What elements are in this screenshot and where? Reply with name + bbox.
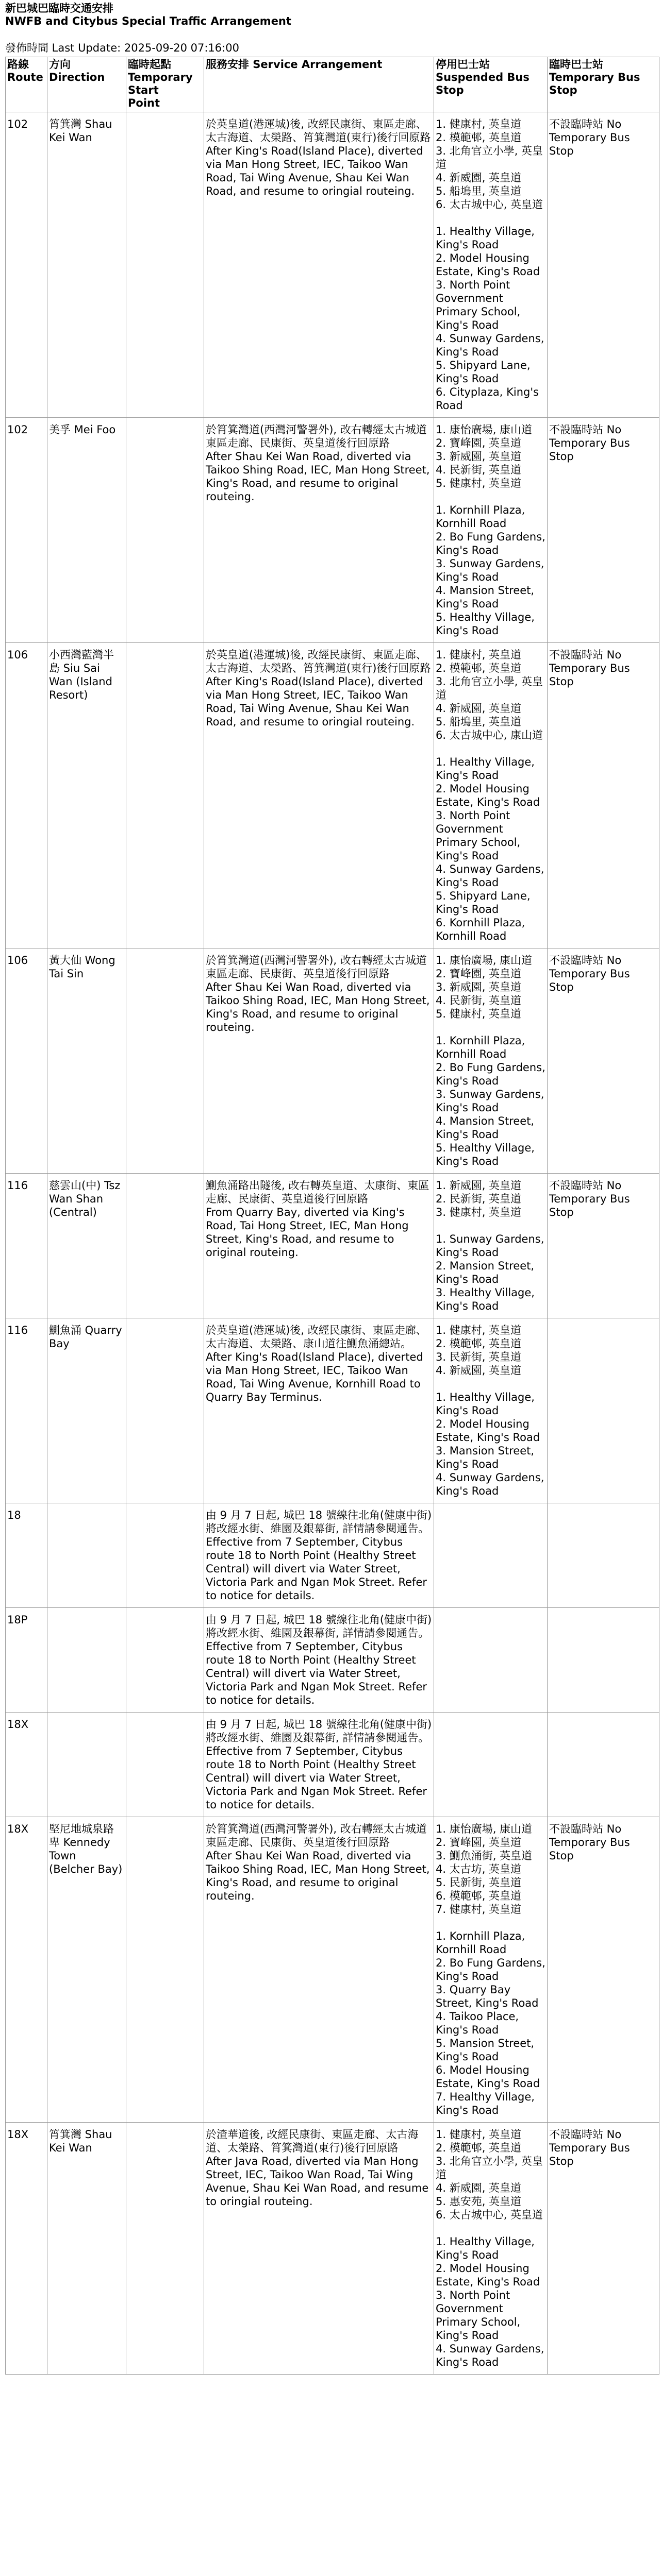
- start-point-cell: [126, 1817, 204, 2123]
- suspended-stop-en: 1. Healthy Village, King's Road: [436, 756, 535, 782]
- traffic-arrangement-table: [5, 57, 659, 2375]
- suspended-stop-zh: 6. 太古城中心, 英皇道: [436, 198, 543, 211]
- route-cell: [6, 1713, 47, 1817]
- suspended-stop-en: 6. Model Housing Estate, King's Road: [436, 2064, 540, 2090]
- header-service: 服務安排 Service Arrangement: [204, 57, 434, 112]
- suspended-stop-en: 2. Model Housing Estate, King's Road: [436, 252, 540, 278]
- suspended-stop-zh: 7. 健康村, 英皇道: [436, 1903, 522, 1916]
- suspended-stop-zh: 2. 模範邨, 英皇道: [436, 131, 522, 144]
- suspended-stop-zh: 2. 模範邨, 英皇道: [436, 1337, 522, 1350]
- temporary-stop-text: 不設臨時站 No Temporary Bus Stop: [549, 954, 630, 993]
- direction-cell: [47, 1318, 126, 1503]
- suspended-stop-en: 5. Shipyard Lane, King's Road: [436, 359, 531, 385]
- suspended-stops-cell: [434, 1318, 548, 1503]
- suspended-stop-zh: 1. 康怡廣場, 康山道: [436, 954, 533, 967]
- suspended-stop-zh: 3. 鰂魚涌街, 英皇道: [436, 1850, 533, 1862]
- list-gap: [436, 490, 545, 503]
- direction-cell: [47, 643, 126, 948]
- start-point-cell: [126, 418, 204, 643]
- suspended-stop-zh: 2. 寶峰園, 英皇道: [436, 1836, 522, 1849]
- suspended-stop-zh: 6. 太古城中心, 康山道: [436, 729, 543, 741]
- service-cell: [204, 1318, 434, 1503]
- suspended-stop-en: 5. Healthy Village, King's Road: [436, 1142, 535, 1167]
- direction-cell: [47, 1817, 126, 2123]
- table-row: [6, 948, 659, 1174]
- suspended-stop-zh: 4. 民新街, 英皇道: [436, 994, 522, 1007]
- service-cell: [204, 1713, 434, 1817]
- suspended-stop-zh: 1. 新威園, 英皇道: [436, 1179, 522, 1192]
- suspended-stop-zh: 4. 新威園, 英皇道: [436, 702, 522, 715]
- direction-cell: [47, 418, 126, 643]
- service-en: After King's Road(Island Place), diverted via Man Hong Street, IEC, Taikoo Wan Road, Tai Wing Avenue, Shau Kei Wan Road, and resume to oringial routeing.: [206, 145, 423, 197]
- suspended-stops-cell: [434, 112, 548, 418]
- suspended-stop-en: 3. Sunway Gardens, King's Road: [436, 557, 544, 583]
- direction-text: 小西灣藍灣半島 Siu Sai Wan (Island Resort): [49, 649, 114, 701]
- table-header-row: [6, 57, 659, 112]
- table-row: [6, 1318, 659, 1503]
- page-title-zh: 新巴城巴臨時交通安排: [5, 2, 113, 14]
- service-cell: [204, 112, 434, 418]
- route-cell: [6, 2123, 47, 2375]
- temporary-stop-cell: [548, 1713, 659, 1817]
- table-row: [6, 1713, 659, 1817]
- service-en: After Java Road, diverted via Man Hong Street, IEC, Taikoo Wan Road, Tai Wing Avenue, Shau Kei Wan Road, and resume to oringial routeing.: [206, 2155, 429, 2208]
- suspended-stop-en: 5. Shipyard Lane, King's Road: [436, 890, 531, 916]
- page-title-en: NWFB and Citybus Special Traffic Arrangement: [5, 15, 291, 27]
- temporary-stop-text: 不設臨時站 No Temporary Bus Stop: [549, 423, 630, 463]
- service-zh: 於筲箕灣道(西灣河警署外), 改右轉經太古城道東區走廊、民康街、英皇道後行回原路: [206, 1823, 427, 1849]
- table-row: [6, 112, 659, 418]
- suspended-stop-en: 2. Model Housing Estate, King's Road: [436, 1418, 540, 1444]
- direction-text: 黃大仙 Wong Tai Sin: [49, 954, 115, 980]
- suspended-stop-zh: 3. 新威園, 英皇道: [436, 450, 522, 463]
- direction-text: 鰂魚涌 Quarry Bay: [49, 1324, 122, 1350]
- table-row: [6, 1817, 659, 2123]
- route-cell: [6, 1503, 47, 1608]
- suspended-stop-en: 1. Kornhill Plaza, Kornhill Road: [436, 1035, 525, 1060]
- route-number: 116: [7, 1179, 28, 1192]
- header-temporary: 臨時巴士站 Temporary Bus Stop: [548, 57, 659, 112]
- route-number: 18X: [7, 1718, 29, 1731]
- suspended-stop-zh: 5. 船塢里, 英皇道: [436, 716, 522, 728]
- suspended-stop-en: 4. Mansion Street, King's Road: [436, 584, 535, 610]
- direction-text: 筲箕灣 Shau Kei Wan: [49, 2128, 112, 2154]
- suspended-stop-en: 6. Kornhill Plaza, Kornhill Road: [436, 917, 525, 942]
- table-row: [6, 643, 659, 948]
- suspended-stops-cell: [434, 1503, 548, 1608]
- suspended-stop-zh: 6. 模範邨, 英皇道: [436, 1890, 522, 1902]
- suspended-stop-zh: 1. 健康村, 英皇道: [436, 1324, 522, 1336]
- suspended-stop-en: 4. Sunway Gardens, King's Road: [436, 332, 544, 358]
- header-route: 路線 Route: [6, 57, 47, 112]
- service-cell: [204, 948, 434, 1174]
- suspended-stops-cell: [434, 1817, 548, 2123]
- start-point-cell: [126, 643, 204, 948]
- direction-cell: [47, 1608, 126, 1713]
- list-gap: [436, 211, 545, 225]
- service-zh: 於英皇道(港運城)後, 改經民康街、東區走廊、太古海道、太榮路、筲箕灣道(東行)後行回原路: [206, 649, 431, 674]
- service-en: After Shau Kei Wan Road, diverted via Taikoo Shing Road, IEC, Man Hong Street, King's Road, and resume to original routeing.: [206, 981, 430, 1033]
- list-gap: [436, 1021, 545, 1034]
- suspended-stop-en: 4. Sunway Gardens, King's Road: [436, 2343, 544, 2368]
- suspended-stop-zh: 4. 新威園, 英皇道: [436, 1364, 522, 1377]
- route-cell: [6, 643, 47, 948]
- service-cell: [204, 1174, 434, 1318]
- service-zh: 於渣華道後, 改經民康街、東區走廊、太古海道、太榮路、筲箕灣道(東行)後行回原路: [206, 2128, 419, 2154]
- route-number: 18X: [7, 1823, 29, 1835]
- suspended-stop-en: 1. Kornhill Plaza, Kornhill Road: [436, 504, 525, 530]
- temporary-stop-cell: [548, 112, 659, 418]
- suspended-stop-zh: 1. 健康村, 英皇道: [436, 649, 522, 661]
- direction-cell: [47, 1174, 126, 1318]
- table-row: [6, 1174, 659, 1318]
- table-row: [6, 1608, 659, 1713]
- suspended-stop-zh: 1. 康怡廣場, 康山道: [436, 1823, 533, 1835]
- table-row: [6, 2123, 659, 2375]
- suspended-stop-zh: 3. 健康村, 英皇道: [436, 1206, 522, 1218]
- service-cell: [204, 643, 434, 948]
- temporary-stop-cell: [548, 1503, 659, 1608]
- start-point-cell: [126, 1608, 204, 1713]
- suspended-stops-cell: [434, 948, 548, 1174]
- suspended-stop-en: 1. Sunway Gardens, King's Road: [436, 1233, 544, 1259]
- service-en: After Shau Kei Wan Road, diverted via Taikoo Shing Road, IEC, Man Hong Street, King's Road, and resume to original routeing.: [206, 1850, 430, 1902]
- suspended-stop-zh: 4. 太古坊, 英皇道: [436, 1863, 522, 1875]
- temporary-stop-text: 不設臨時站 No Temporary Bus Stop: [549, 1179, 630, 1218]
- suspended-stop-zh: 1. 健康村, 英皇道: [436, 2128, 522, 2141]
- suspended-stop-zh: 3. 北角官立小學, 英皇道: [436, 145, 543, 171]
- suspended-stop-en: 3. Healthy Village, King's Road: [436, 1286, 535, 1312]
- route-number: 18: [7, 1509, 21, 1521]
- service-en: Effective from 7 September, Citybus route 18 to North Point (Healthy Street Central) will divert via Water Street, Victoria Park and Ngan Mok Street. Refer to notice for details.: [206, 1745, 427, 1811]
- direction-cell: [47, 112, 126, 418]
- route-number: 102: [7, 118, 28, 130]
- start-point-cell: [126, 2123, 204, 2375]
- suspended-stop-zh: 6. 太古城中心, 英皇道: [436, 2209, 543, 2221]
- start-point-cell: [126, 112, 204, 418]
- service-zh: 於英皇道(港運城)後, 改經民康街、東區走廊、太古海道、太榮路、筲箕灣道(東行)後行回原路: [206, 118, 431, 144]
- temporary-stop-text: 不設臨時站 No Temporary Bus Stop: [549, 649, 630, 688]
- temporary-stop-text: 不設臨時站 No Temporary Bus Stop: [549, 1823, 630, 1862]
- temporary-stop-text: 不設臨時站 No Temporary Bus Stop: [549, 2128, 630, 2167]
- suspended-stop-zh: 2. 寶峰園, 英皇道: [436, 968, 522, 980]
- start-point-cell: [126, 1318, 204, 1503]
- temporary-stop-cell: [548, 1817, 659, 2123]
- list-gap: [436, 742, 545, 755]
- suspended-stop-en: 3. North Point Government Primary School, King's Road: [436, 809, 521, 862]
- suspended-stop-en: 4. Mansion Street, King's Road: [436, 1115, 535, 1141]
- suspended-stop-en: 4. Sunway Gardens, King's Road: [436, 863, 544, 889]
- list-gap: [436, 2222, 545, 2235]
- suspended-stop-zh: 1. 健康村, 英皇道: [436, 118, 522, 130]
- suspended-stop-en: 3. North Point Government Primary School, King's Road: [436, 2289, 521, 2342]
- route-cell: [6, 418, 47, 643]
- start-point-cell: [126, 1713, 204, 1817]
- suspended-stop-en: 2. Bo Fung Gardens, King's Road: [436, 1061, 545, 1087]
- list-gap: [436, 1916, 545, 1929]
- suspended-stop-en: 1. Healthy Village, King's Road: [436, 1391, 535, 1417]
- suspended-stop-zh: 3. 民新街, 英皇道: [436, 1351, 522, 1363]
- temporary-stop-cell: [548, 2123, 659, 2375]
- service-en: After King's Road(Island Place), diverted via Man Hong Street, IEC, Taikoo Wan Road, Tai Wing Avenue, Kornhill Road to Quarry Bay Terminus.: [206, 1351, 423, 1403]
- service-cell: [204, 2123, 434, 2375]
- suspended-stop-en: 2. Model Housing Estate, King's Road: [436, 783, 540, 808]
- suspended-stop-zh: 5. 民新街, 英皇道: [436, 1876, 522, 1889]
- suspended-stop-zh: 2. 模範邨, 英皇道: [436, 662, 522, 674]
- temporary-stop-cell: [548, 418, 659, 643]
- suspended-stop-en: 3. North Point Government Primary School, King's Road: [436, 279, 521, 331]
- suspended-stop-en: 3. Quarry Bay Street, King's Road: [436, 1984, 539, 2009]
- direction-text: 堅尼地城泉路卑 Kennedy Town (Belcher Bay): [49, 1823, 123, 1875]
- suspended-stop-en: 4. Sunway Gardens, King's Road: [436, 1471, 544, 1497]
- list-gap: [436, 1219, 545, 1232]
- suspended-stop-en: 1. Healthy Village, King's Road: [436, 2235, 535, 2261]
- service-zh: 由 9 月 7 日起, 城巴 18 號線往北角(健康中街)將改經水街、維園及銀幕街, 詳情請參閱通告。: [206, 1718, 432, 1744]
- suspended-stop-en: 2. Mansion Street, King's Road: [436, 1260, 535, 1285]
- table-row: [6, 418, 659, 643]
- service-en: After Shau Kei Wan Road, diverted via Taikoo Shing Road, IEC, Man Hong Street, King's Road, and resume to original routeing.: [206, 450, 430, 503]
- header-start-point: 臨時起點 Temporary Start Point: [126, 57, 204, 112]
- suspended-stop-zh: 5. 健康村, 英皇道: [436, 477, 522, 489]
- suspended-stop-en: 7. Healthy Village, King's Road: [436, 2091, 535, 2116]
- header-direction: 方向 Direction: [47, 57, 126, 112]
- service-zh: 於筲箕灣道(西灣河警署外), 改右轉經太古城道東區走廊、民康街、英皇道後行回原路: [206, 954, 427, 980]
- suspended-stop-zh: 5. 健康村, 英皇道: [436, 1008, 522, 1020]
- suspended-stop-en: 1. Kornhill Plaza, Kornhill Road: [436, 1930, 525, 1956]
- suspended-stop-en: 2. Bo Fung Gardens, King's Road: [436, 531, 545, 556]
- suspended-stops-cell: [434, 1608, 548, 1713]
- route-cell: [6, 1174, 47, 1318]
- suspended-stop-en: 4. Taikoo Place, King's Road: [436, 2010, 519, 2036]
- route-number: 116: [7, 1324, 28, 1336]
- direction-cell: [47, 1503, 126, 1608]
- service-en: After King's Road(Island Place), diverted via Man Hong Street, IEC, Taikoo Wan Road, Tai Wing Avenue, Shau Kei Wan Road, and resume to oringial routeing.: [206, 675, 423, 728]
- temporary-stop-cell: [548, 643, 659, 948]
- suspended-stop-zh: 2. 民新街, 英皇道: [436, 1193, 522, 1205]
- service-cell: [204, 418, 434, 643]
- suspended-stops-cell: [434, 1713, 548, 1817]
- route-cell: [6, 948, 47, 1174]
- route-number: 18X: [7, 2128, 29, 2141]
- route-cell: [6, 1608, 47, 1713]
- direction-text: 筲箕灣 Shau Kei Wan: [49, 118, 112, 144]
- service-zh: 於筲箕灣道(西灣河警署外), 改右轉經太古城道東區走廊、民康街、英皇道後行回原路: [206, 423, 427, 449]
- route-number: 102: [7, 423, 28, 436]
- service-zh: 鰂魚涌路出隧後, 改右轉英皇道、太康街、東區走廊、民康街、英皇道後行回原路: [206, 1179, 429, 1205]
- suspended-stop-zh: 3. 北角官立小學, 英皇道: [436, 2155, 543, 2181]
- route-number: 106: [7, 649, 28, 661]
- temporary-stop-cell: [548, 1318, 659, 1503]
- suspended-stop-zh: 4. 新威園, 英皇道: [436, 2182, 522, 2194]
- suspended-stop-zh: 2. 模範邨, 英皇道: [436, 2142, 522, 2154]
- suspended-stop-zh: 4. 新威園, 英皇道: [436, 172, 522, 184]
- direction-cell: [47, 948, 126, 1174]
- suspended-stop-en: 3. Sunway Gardens, King's Road: [436, 1088, 544, 1114]
- route-number: 106: [7, 954, 28, 967]
- table-body: [6, 112, 659, 2375]
- route-cell: [6, 1817, 47, 2123]
- direction-text: 美孚 Mei Foo: [49, 423, 116, 436]
- direction-cell: [47, 2123, 126, 2375]
- suspended-stop-en: 1. Healthy Village, King's Road: [436, 225, 535, 251]
- suspended-stop-zh: 1. 康怡廣場, 康山道: [436, 423, 533, 436]
- suspended-stop-zh: 3. 新威園, 英皇道: [436, 981, 522, 993]
- service-en: From Quarry Bay, diverted via King's Road, Tai Hong Street, IEC, Man Hong Street, King's Road, and resume to original routeing.: [206, 1206, 409, 1259]
- start-point-cell: [126, 1174, 204, 1318]
- suspended-stop-zh: 4. 民新街, 英皇道: [436, 464, 522, 476]
- suspended-stop-zh: 2. 寶峰園, 英皇道: [436, 437, 522, 449]
- table-row: [6, 1503, 659, 1608]
- service-cell: [204, 1503, 434, 1608]
- suspended-stop-en: 2. Bo Fung Gardens, King's Road: [436, 1957, 545, 1982]
- route-cell: [6, 1318, 47, 1503]
- service-cell: [204, 1817, 434, 2123]
- service-zh: 於英皇道(港運城)後, 改經民康街、東區走廊、太古海道、太榮路、康山道往鰂魚涌總站。: [206, 1324, 427, 1350]
- suspended-stop-zh: 3. 北角官立小學, 英皇道: [436, 675, 543, 701]
- direction-text: 慈雲山(中) Tsz Wan Shan (Central): [49, 1179, 121, 1218]
- last-update: 發佈時間 Last Update: 2025-09-20 07:16:00: [5, 42, 239, 54]
- suspended-stops-cell: [434, 2123, 548, 2375]
- start-point-cell: [126, 948, 204, 1174]
- service-en: Effective from 7 September, Citybus route 18 to North Point (Healthy Street Central) will divert via Water Street, Victoria Park and Ngan Mok Street. Refer to notice for details.: [206, 1640, 427, 1706]
- suspended-stop-zh: 5. 船塢里, 英皇道: [436, 185, 522, 197]
- route-cell: [6, 112, 47, 418]
- temporary-stop-text: 不設臨時站 No Temporary Bus Stop: [549, 118, 630, 157]
- list-gap: [436, 1377, 545, 1391]
- start-point-cell: [126, 1503, 204, 1608]
- direction-cell: [47, 1713, 126, 1817]
- suspended-stop-en: 6. Cityplaza, King's Road: [436, 386, 539, 412]
- temporary-stop-cell: [548, 1174, 659, 1318]
- suspended-stops-cell: [434, 1174, 548, 1318]
- temporary-stop-cell: [548, 948, 659, 1174]
- temporary-stop-cell: [548, 1608, 659, 1713]
- suspended-stop-en: 5. Healthy Village, King's Road: [436, 611, 535, 637]
- service-zh: 由 9 月 7 日起, 城巴 18 號線往北角(健康中街)將改經水街、維園及銀幕街, 詳情請參閱通告。: [206, 1614, 432, 1639]
- suspended-stop-en: 2. Model Housing Estate, King's Road: [436, 2262, 540, 2288]
- suspended-stops-cell: [434, 418, 548, 643]
- service-zh: 由 9 月 7 日起, 城巴 18 號線往北角(健康中街)將改經水街、維園及銀幕街, 詳情請參閱通告。: [206, 1509, 432, 1535]
- suspended-stop-zh: 5. 惠安苑, 英皇道: [436, 2195, 522, 2208]
- suspended-stop-en: 3. Mansion Street, King's Road: [436, 1445, 535, 1470]
- route-number: 18P: [7, 1614, 28, 1626]
- suspended-stop-en: 5. Mansion Street, King's Road: [436, 2037, 535, 2063]
- service-en: Effective from 7 September, Citybus route 18 to North Point (Healthy Street Central) will divert via Water Street, Victoria Park and Ngan Mok Street. Refer to notice for details.: [206, 1536, 427, 1602]
- service-cell: [204, 1608, 434, 1713]
- suspended-stops-cell: [434, 643, 548, 948]
- header-suspended: 停用巴士站 Suspended Bus Stop: [434, 57, 548, 112]
